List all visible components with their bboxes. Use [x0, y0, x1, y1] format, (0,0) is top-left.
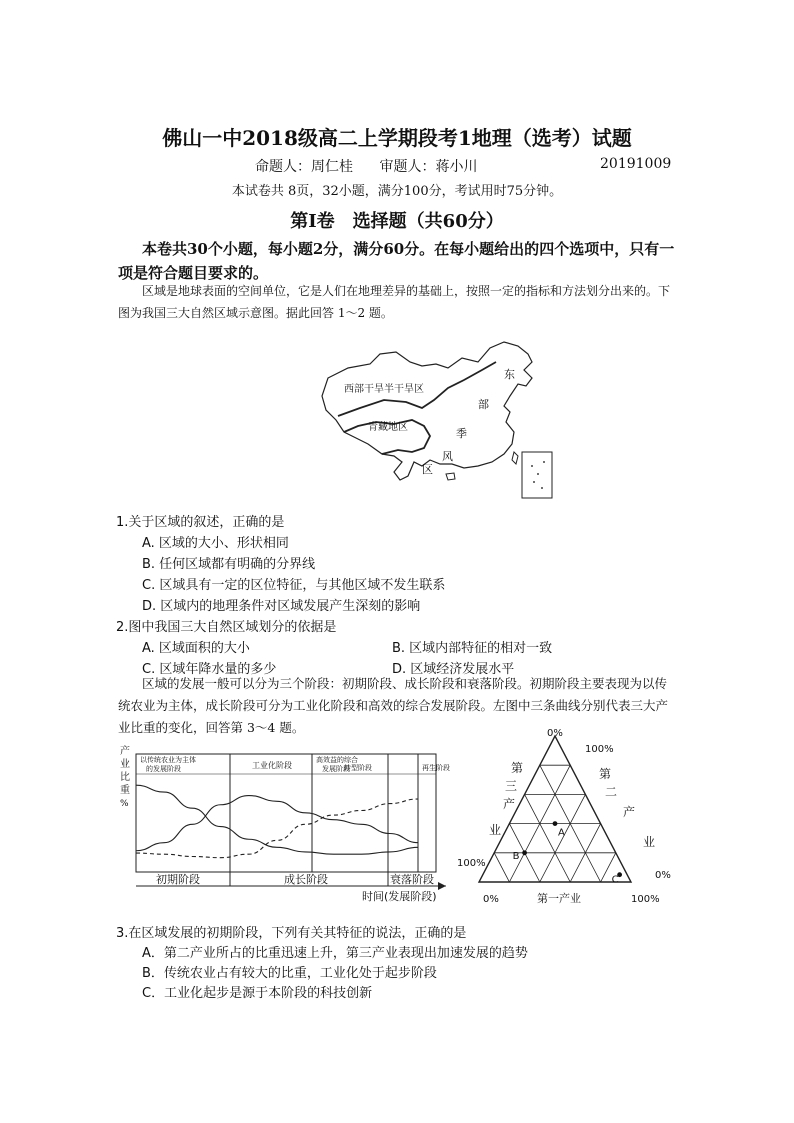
section-title: 第Ⅰ卷 选择题（共60分） — [290, 211, 504, 232]
south-china-sea-inset — [522, 452, 552, 498]
axis-title-right-3: 产 — [623, 805, 636, 819]
authors — [255, 156, 499, 176]
y-axis-label-5: % — [120, 799, 129, 809]
top-phase-1a: 以传统农业为主体 — [140, 756, 196, 764]
axis-title-right-4: 业 — [643, 835, 656, 849]
top-phase-5: 再生阶段 — [422, 764, 450, 772]
axis-title-left-1: 第 — [511, 761, 524, 775]
y-axis-label-1: 产 — [120, 746, 130, 757]
industry-share-chart — [112, 740, 452, 906]
label-east-2: 部 — [478, 398, 489, 411]
ternary-grid — [479, 736, 631, 882]
series-line-1 — [136, 785, 418, 854]
q1-option-d[interactable]: D. 区域内的地理条件对区域发展产生深刻的影响 — [142, 599, 421, 614]
x-axis-label: 时间(发展阶段) — [362, 890, 437, 903]
ternary-diagram — [455, 722, 685, 912]
tick-top-right: 100% — [585, 744, 614, 755]
bottom-phase-3: 衰落阶段 — [390, 873, 434, 886]
inset-islands — [531, 461, 545, 489]
q2-option-b[interactable]: B. 区域内部特征的相对一致 — [392, 641, 553, 656]
axis-title-right-1: 第 — [599, 767, 612, 781]
exam-info: 本试卷共 8页，32小题，满分100分，考试用时75分钟。 — [231, 184, 563, 199]
setter: 命题人：周仁桂 — [255, 159, 353, 175]
label-east-5: 区 — [422, 463, 433, 476]
point-label-b: B — [512, 850, 520, 862]
point-label-c: C — [611, 874, 619, 886]
bottom-phase-1: 初期阶段 — [156, 873, 200, 886]
passage-1: 区域是地球表面的空间单位，它是人们在地理差异的基础上，按照一定的指标和方法划分出来的。下图为我国三大自然区域示意图。据此回答 1～2 题。 — [118, 284, 671, 320]
tick-top: 0% — [547, 728, 563, 739]
point-label-a: A — [558, 827, 565, 839]
q2-stem: 2.图中我国三大自然区域划分的依据是 — [116, 620, 337, 635]
top-phase-3b: 发展阶段 — [322, 765, 350, 773]
x-axis-arrow — [438, 882, 446, 890]
y-axis-label-3: 比 — [120, 772, 130, 783]
point-b — [522, 850, 527, 855]
tick-bottom-left: 0% — [483, 894, 499, 905]
q3-option-c[interactable]: C．工业化起步是源于本阶段的科技创新 — [142, 986, 373, 1001]
q1-stem: 1.关于区域的叙述，正确的是 — [116, 515, 285, 530]
bottom-phase-2: 成长阶段 — [284, 873, 328, 886]
q2-option-d[interactable]: D. 区域经济发展水平 — [392, 662, 515, 677]
axis-title-left-4: 业 — [489, 823, 502, 837]
tick-right-bottom: 0% — [655, 870, 671, 881]
q3-option-a[interactable]: A．第二产业所占的比重迅速上升，第三产业表现出加速发展的趋势 — [142, 946, 528, 961]
china-regions-map — [318, 340, 558, 500]
label-east-3: 季 — [456, 427, 467, 440]
series-line-2 — [136, 796, 418, 851]
top-phase-2: 工业化阶段 — [252, 761, 292, 770]
label-east-4: 风 — [442, 450, 453, 463]
tick-bottom-right: 100% — [631, 894, 660, 905]
axis-title-left-3: 产 — [503, 797, 516, 811]
q1-option-b[interactable]: B. 任何区域都有明确的分界线 — [142, 557, 316, 572]
q1-option-c[interactable]: C. 区域具有一定的区位特征，与其他区域不发生联系 — [142, 578, 446, 593]
point-a — [553, 821, 558, 826]
q3-option-b[interactable]: B．传统农业占有较大的比重，工业化处于起步阶段 — [142, 966, 437, 981]
series-group — [136, 785, 418, 857]
axis-title-bottom: 第一产业 — [537, 892, 581, 905]
top-phase-4: 转型阶段 — [344, 764, 372, 772]
q2-option-c[interactable]: C. 区域年降水量的多少 — [142, 662, 277, 677]
page-title: 佛山一中2018级高二上学期段考1地理（选考）试题 — [162, 126, 632, 150]
axis-title-left-2: 三 — [505, 779, 518, 793]
top-phase-1b: 的发展阶段 — [146, 765, 181, 773]
label-east-1: 东 — [504, 368, 515, 381]
top-phase-3a: 高效益的综合 — [316, 756, 358, 764]
axis-title-right-2: 二 — [605, 785, 618, 799]
y-axis-label-4: 重 — [120, 785, 130, 796]
instructions: 本卷共30个小题，每小题2分，满分60分。在每小题给出的四个选项中，只有一项是符合题目要求的。 — [118, 240, 675, 282]
y-axis-label-2: 业 — [120, 759, 130, 770]
ternary-outline — [479, 736, 631, 882]
reviewer: 审题人：蒋小川 — [379, 159, 478, 175]
chart-frame — [136, 754, 436, 872]
q3-stem: 3.在区域发展的初期阶段，下列有关其特征的说法，正确的是 — [116, 926, 467, 941]
ternary-gridline — [494, 853, 509, 882]
q2-option-a[interactable]: A. 区域面积的大小 — [142, 641, 250, 656]
q1-option-a[interactable]: A. 区域的大小、形状相同 — [142, 536, 289, 551]
label-tibet: 青藏地区 — [368, 422, 408, 433]
tick-left-bottom: 100% — [457, 858, 486, 869]
island-hainan — [446, 473, 455, 480]
exam-date: 20191009 — [600, 156, 672, 172]
label-west-arid: 西部干旱半干旱区 — [344, 384, 424, 395]
passage-2: 区域的发展一般可以分为三个阶段：初期阶段、成长阶段和衰落阶段。初期阶段主要表现为以传统农业为主体，成长阶段可分为工业化阶段和高效的综合发展阶段。左图中三条曲线分别代表三大产业比重的变化，回答第 3～4 题。 — [118, 676, 669, 735]
island-taiwan — [512, 452, 518, 464]
